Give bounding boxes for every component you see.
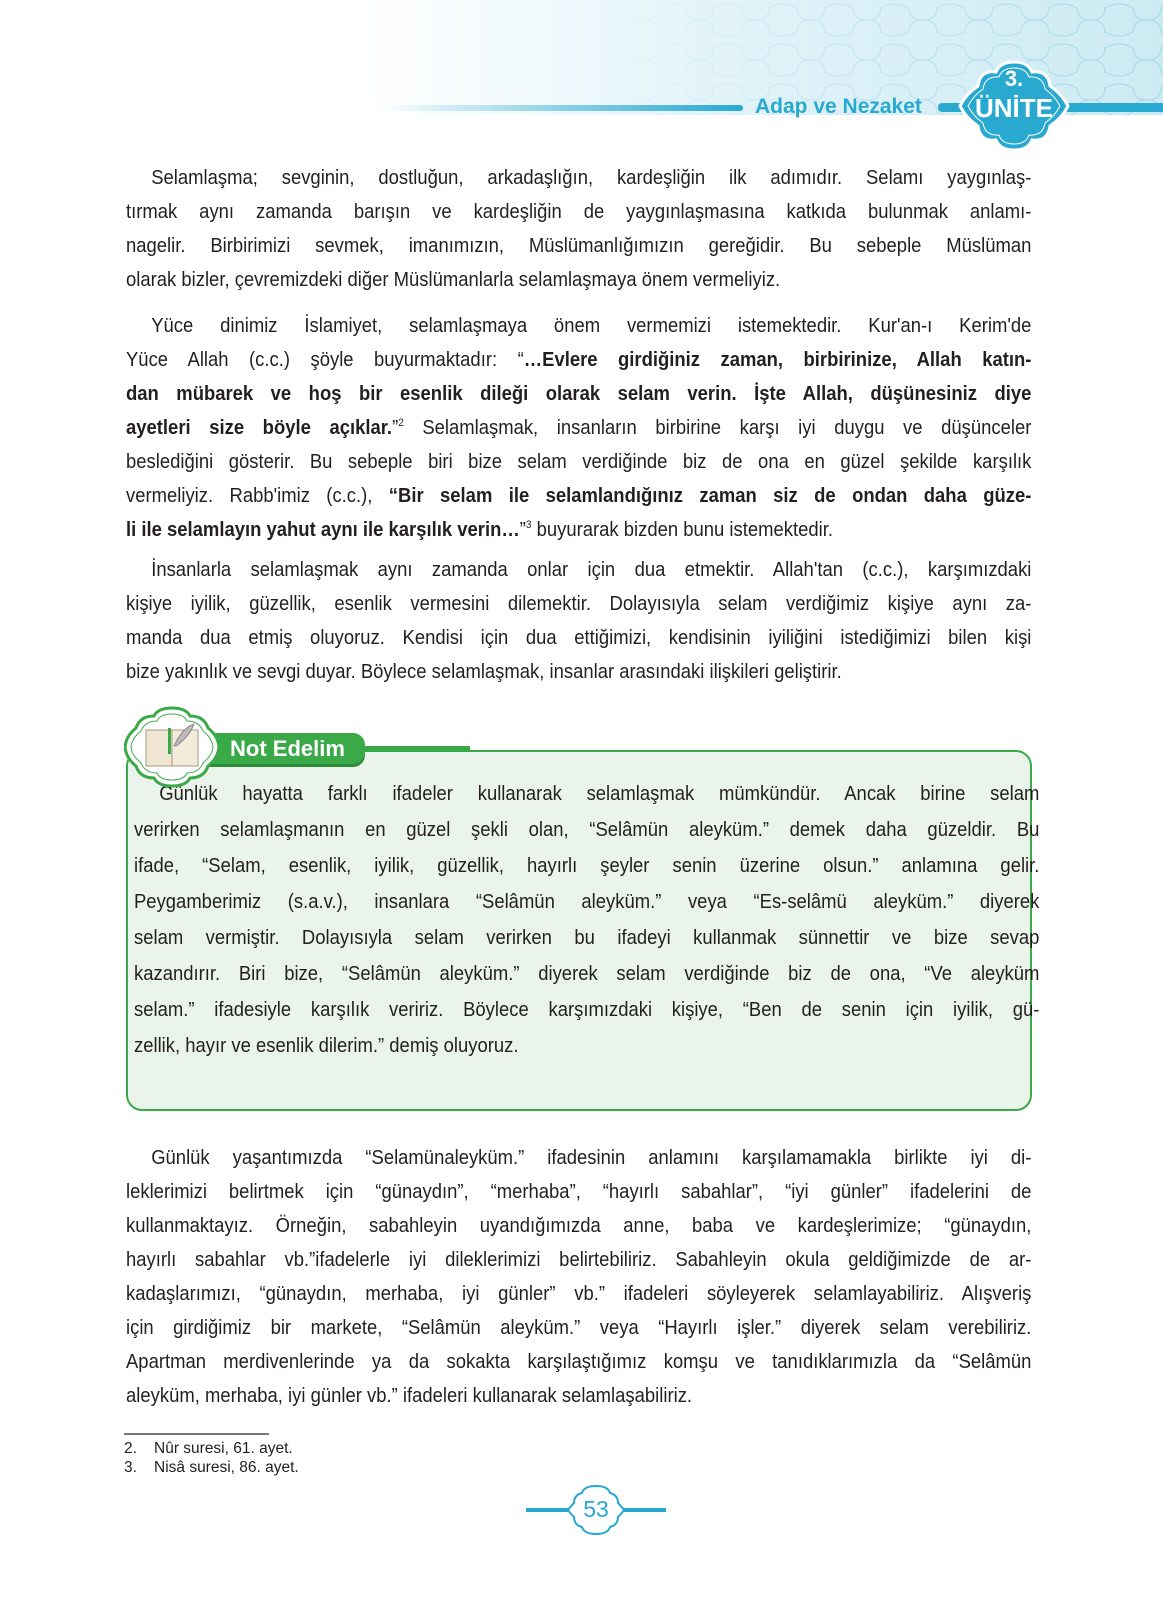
text-line [126, 1141, 1031, 1175]
unit-number: 3. [1004, 66, 1024, 91]
text-run: kullanmaktayız. Örneğin, sabahleyin uyandığımızda anne, baba ve kardeşlerimize; “günaydın, [126, 1214, 1032, 1237]
text-line [126, 445, 1031, 479]
unit-badge [958, 60, 1070, 152]
text-run: hayırlı sabahlar vb.”ifadelerle iyi dileklerimizi belirtebiliriz. Sabahleyin okula geldiğimizde de ar- [126, 1248, 1032, 1271]
text-line [126, 479, 1031, 513]
paragraph [126, 309, 1132, 547]
text-run: Selamlaşma; sevginin, dostluğun, arkadaşlığın, kardeşliğin ilk adımıdır. Selamı yaygınlaş- [151, 166, 1032, 189]
text-line [134, 956, 1039, 992]
text-line [134, 812, 1039, 848]
footnote-rule [124, 1433, 269, 1435]
text-run: ” [519, 518, 526, 541]
unit-label: ÜNİTE [975, 93, 1053, 123]
text-line [134, 992, 1039, 1028]
page-number-badge [526, 1483, 666, 1537]
footnote-text: Nûr suresi, 61. ayet. [154, 1440, 293, 1457]
text-line [134, 848, 1039, 884]
text-run: olarak bizler, çevremizdeki diğer Müslümanlarla selamlaşmaya önem vermeliyiz. [126, 268, 781, 291]
text-line [126, 309, 1031, 343]
text-run: ayetleri size böyle açıklar. [126, 416, 393, 439]
text-line [134, 884, 1039, 920]
text-line [126, 513, 1031, 547]
book-quill-icon [124, 706, 220, 788]
text-line [126, 161, 1031, 195]
text-line [126, 1209, 1031, 1243]
text-run: verirken selamlaşmanın en güzel şekli olan, “Selâmün aleyküm.” demek daha güzeldir. Bu [134, 818, 1040, 841]
footnote-number: 2. [124, 1440, 137, 1457]
text-line [134, 1028, 1039, 1064]
text-line [126, 1345, 1031, 1379]
footnote-text: Nisâ suresi, 86. ayet. [154, 1459, 299, 1476]
text-run: nagelir. Birbirimizi sevmek, imanımızın, Müslümanlığımızın gereğidir. Bu sebeple Müslüman [126, 234, 1032, 257]
text-run: selam.” ifadesiyle karşılık veririz. Böylece karşımızdaki kişiye, “Ben de senin için iyilik, gü- [134, 998, 1040, 1021]
text-run: tırmak aynı zamanda barışın ve kardeşliğin de yaygınlaşmasına katkıda bulunmak anlamı- [126, 200, 1032, 223]
text-line [126, 655, 1031, 689]
footnote [124, 1459, 299, 1477]
text-run: beslediğini gösterir. Bu sebeple biri bize selam verdiğinde biz de ona en güzel şekilde karşılık [126, 450, 1032, 473]
text-run: Apartman merdivenlerinde ya da sokakta karşılaştığımız komşu ve tanıdıklarımızla da “Selâmün [126, 1350, 1032, 1373]
text-run: ” [392, 416, 399, 439]
text-line [126, 195, 1031, 229]
text-run: manda dua etmiş oluyoruz. Kendisi için dua ettiğimizi, kendisinin iyiliğini istediğimizi bilen kişi [126, 626, 1032, 649]
text-line [126, 1379, 1031, 1413]
text-run: Yüce dinimiz İslamiyet, selamlaşmaya önem vermemizi istemektedir. Kur'an-ı Kerim'de [151, 314, 1032, 337]
text-run: kazandırır. Biri bize, “Selâmün aleyküm.” diyerek selam verdiğinde biz de ona, “Ve aleyküm [134, 962, 1040, 985]
text-run: …Evlere girdiğiniz zaman, birbirinize, Allah katın- [523, 348, 1032, 371]
text-line [126, 1311, 1031, 1345]
text-line [126, 587, 1031, 621]
header-rule [381, 105, 743, 111]
text-run: dan mübarek ve hoş bir esenlik dileği olarak selam verin. İşte Allah, düşünesiniz diye [126, 382, 1032, 405]
text-line [126, 411, 1031, 445]
note-text [134, 776, 1140, 1064]
text-run: kişiye iyilik, güzellik, esenlik vermesini dilemektir. Dolayısıyla selam verdiğimiz kişiye aynı za- [126, 592, 1032, 615]
paragraph [126, 553, 1132, 689]
paragraph [126, 1141, 1132, 1413]
text-line [134, 920, 1039, 956]
footnote-ref: 2 [398, 417, 404, 429]
text-line [126, 229, 1031, 263]
text-line [126, 377, 1031, 411]
text-run: selam vermiştir. Dolayısıyla selam verirken bu ifadeyi kullanmak sünnettir ve bize sevap [134, 926, 1040, 949]
text-run: bize yakınlık ve sevgi duyar. Böylece selamlaşmak, insanlar arasındaki ilişkileri geliştirir. [126, 660, 842, 683]
text-run: kadaşlarımızı, “günaydın, merhaba, iyi günler” vb.” ifadeleri söyleyerek selamlayabiliriz. Alışveriş [126, 1282, 1032, 1305]
footnote-ref: 3 [525, 519, 532, 531]
note-box [126, 750, 1040, 1111]
text-line [126, 1277, 1031, 1311]
text-line [126, 1243, 1031, 1277]
text-run: aleyküm, merhaba, iyi günler vb.” ifadeleri kullanarak selamlaşabiliriz. [126, 1384, 693, 1407]
text-line [126, 1175, 1031, 1209]
text-run: zellik, hayır ve esenlik dilerim.” demiş oluyoruz. [134, 1034, 519, 1057]
text-line [126, 263, 1031, 297]
text-run: “Bir selam ile selamlandığınız zaman siz de ondan daha güze- [388, 484, 1032, 507]
text-run: İnsanlarla selamlaşmak aynı zamanda onlar için dua etmektir. Allah'tan (c.c.), karşımızdaki [151, 558, 1032, 581]
text-line [134, 776, 1039, 812]
text-run: buyurarak bizden bunu istemektedir. [531, 518, 833, 541]
text-line [126, 553, 1031, 587]
text-run: için girdiğimiz bir markete, “Selâmün aleyküm.” veya “Hayırlı işler.” diyerek selam verebiliriz. [126, 1316, 1032, 1339]
text-run: leklerimizi belirtmek için “günaydın”, “merhaba”, “hayırlı sabahlar”, “iyi günler” ifadelerini de [126, 1180, 1032, 1203]
paragraph [126, 161, 1132, 297]
text-run: Peygamberimiz (s.a.v.), insanlara “Selâmün aleyküm.” veya “Es-selâmü aleyküm.” diyerek [134, 890, 1040, 913]
text-run: vermeliyiz. Rabb'imiz (c.c.), [126, 484, 389, 507]
text-run: Yüce Allah (c.c.) şöyle buyurmaktadır: “ [126, 348, 524, 371]
text-run: ifade, “Selam, esenlik, iyilik, güzellik, hayırlı şeyler senin üzerine olsun.” anlamına gelir. [134, 854, 1040, 877]
footnote-number: 3. [124, 1459, 137, 1476]
footnote [124, 1440, 293, 1458]
text-run: Günlük hayatta farklı ifadeler kullanarak selamlaşmak mümkündür. Ancak birine selam [159, 782, 1040, 805]
text-line [126, 621, 1031, 655]
page-number: 53 [583, 1496, 609, 1522]
text-run: Selamlaşmak, insanların birbirine karşı iyi duygu ve düşünceler [403, 416, 1032, 439]
text-run: li ile selamlayın yahut aynı ile karşılık verin… [126, 518, 520, 541]
text-line [126, 343, 1031, 377]
note-title: Not Edelim [205, 733, 365, 764]
section-title: Adap ve Nezaket [755, 95, 922, 118]
text-run: Günlük yaşantımızda “Selamünaleyküm.” ifadesinin anlamını karşılamamakla birlikte iyi di- [151, 1146, 1032, 1169]
